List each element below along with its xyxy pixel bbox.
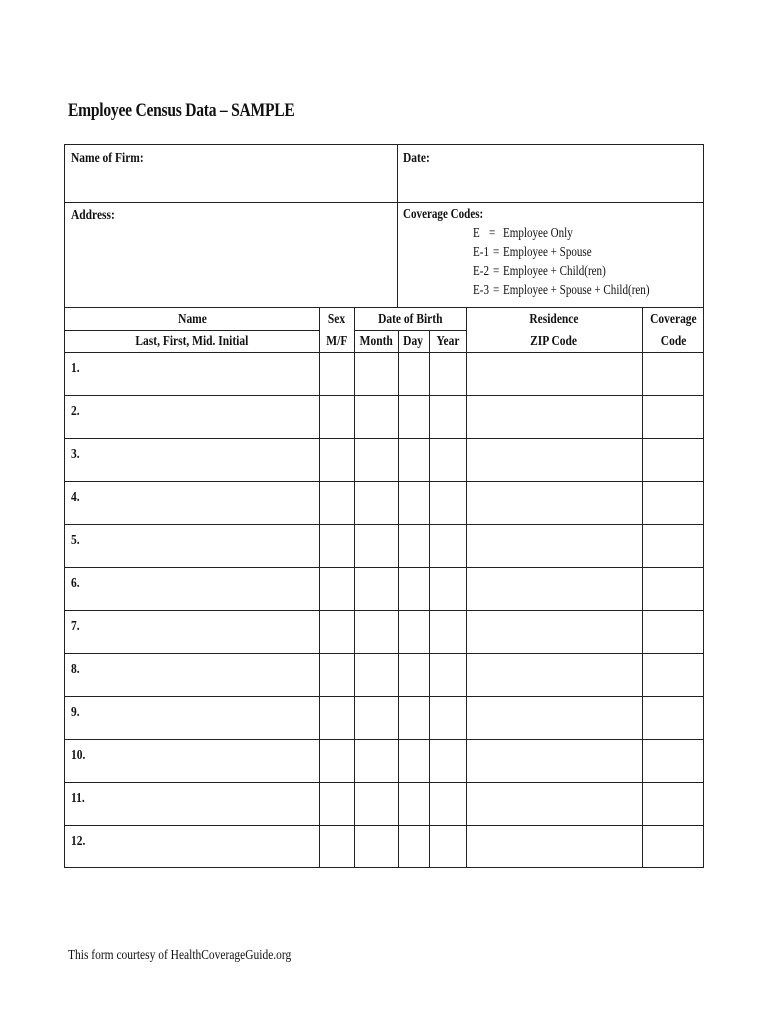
coverage-subheader: Code — [660, 334, 687, 349]
row-number: 1. — [71, 361, 80, 376]
header-top-divider — [65, 307, 703, 308]
row-number: 7. — [71, 619, 80, 634]
footer-credit: This form courtesy of HealthCoverageGuide.org — [68, 948, 292, 963]
code-e2-eq: = — [493, 263, 500, 278]
row-divider — [65, 782, 703, 783]
code-e-desc: Employee Only — [503, 225, 573, 240]
code-e3: E-3 — [473, 282, 489, 297]
code-e3-desc: Employee + Spouse + Child(ren) — [503, 282, 650, 297]
code-e1-eq: = — [493, 244, 500, 259]
row-divider — [65, 395, 703, 396]
page-title: Employee Census Data – SAMPLE — [68, 100, 295, 121]
col-line-residence — [466, 307, 467, 867]
top-divider — [397, 145, 398, 307]
coverage-codes-label: Coverage Codes: — [403, 206, 484, 221]
coverage-header: Coverage — [650, 312, 697, 327]
row-number: 12. — [71, 834, 86, 849]
residence-subheader: ZIP Code — [530, 334, 578, 349]
row-divider — [65, 481, 703, 482]
name-header-underline — [65, 330, 319, 331]
row-divider — [65, 524, 703, 525]
dob-day-header: Day — [403, 334, 424, 349]
row-number: 10. — [71, 748, 86, 763]
row-number: 8. — [71, 662, 80, 677]
sex-header: Sex — [327, 312, 346, 327]
row-number: 9. — [71, 705, 80, 720]
row-number: 11. — [71, 791, 85, 806]
name-subheader: Last, First, Mid. Initial — [135, 334, 249, 349]
col-line-year — [429, 330, 430, 867]
row-divider — [65, 567, 703, 568]
code-e1-desc: Employee + Spouse — [503, 244, 592, 259]
dob-month-header: Month — [359, 334, 393, 349]
row-number: 2. — [71, 404, 80, 419]
code-e1: E-1 — [473, 244, 489, 259]
col-line-day — [398, 330, 399, 867]
residence-header: Residence — [529, 312, 579, 327]
census-form — [64, 144, 704, 868]
row-divider — [65, 696, 703, 697]
col-line-dob — [354, 307, 355, 867]
code-e3-eq: = — [493, 282, 500, 297]
header-bottom-divider — [65, 352, 703, 353]
code-e: E — [473, 225, 480, 240]
row-number: 4. — [71, 490, 80, 505]
row-number: 6. — [71, 576, 80, 591]
code-e2-desc: Employee + Child(ren) — [503, 263, 606, 278]
col-line-coverage — [642, 307, 643, 867]
name-header: Name — [177, 312, 207, 327]
dob-header: Date of Birth — [377, 312, 443, 327]
dob-header-underline — [354, 330, 466, 331]
firm-row-divider — [65, 202, 703, 203]
code-e-eq: = — [489, 225, 496, 240]
code-e2: E-2 — [473, 263, 489, 278]
firm-name-label: Name of Firm: — [71, 151, 144, 166]
row-divider — [65, 739, 703, 740]
row-number: 3. — [71, 447, 80, 462]
col-line-sex — [319, 307, 320, 867]
row-divider — [65, 825, 703, 826]
row-divider — [65, 653, 703, 654]
date-label: Date: — [403, 151, 430, 166]
sex-subheader: M/F — [325, 334, 348, 349]
dob-year-header: Year — [436, 334, 459, 349]
address-label: Address: — [71, 208, 115, 223]
row-divider — [65, 610, 703, 611]
row-number: 5. — [71, 533, 80, 548]
row-divider — [65, 438, 703, 439]
